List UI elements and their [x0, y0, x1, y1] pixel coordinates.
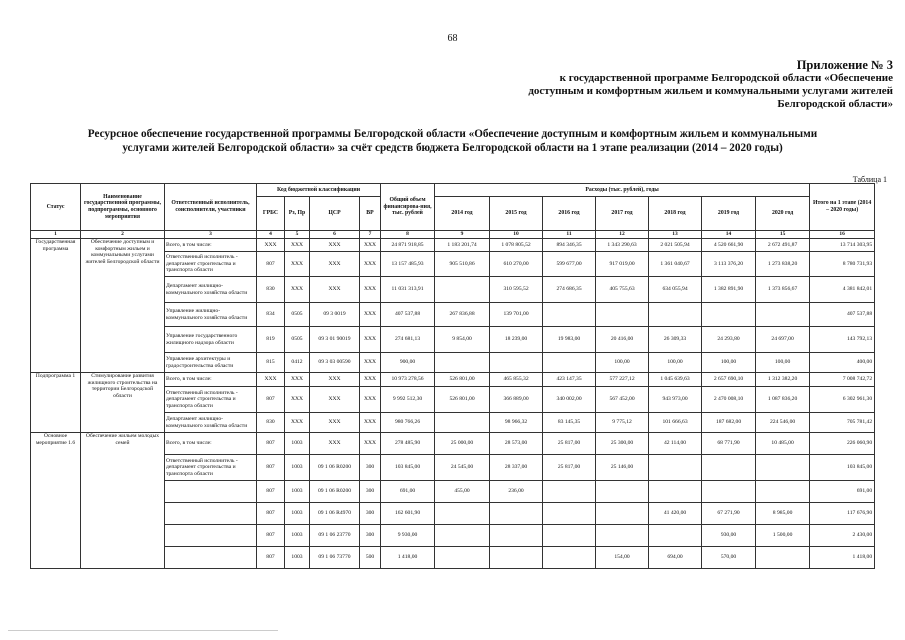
year-value-cell [543, 525, 596, 547]
year-value-cell: 526 801,00 [435, 387, 490, 413]
header-year: 2014 год [435, 197, 490, 231]
grbs-cell: 807 [257, 252, 285, 277]
year-value-cell [649, 455, 702, 481]
stage-total-cell: 143 792,13 [810, 327, 875, 353]
year-value-cell: 917 019,00 [596, 252, 649, 277]
rzpr-cell: XXX [285, 387, 310, 413]
vr-cell: XXX [360, 252, 381, 277]
year-value-cell: 930,00 [702, 525, 756, 547]
year-value-cell: 3 113 376,20 [702, 252, 756, 277]
year-value-cell: 154,00 [596, 547, 649, 569]
csr-cell: 09 1 06 23770 [310, 525, 360, 547]
stage-total-cell: 1 418,00 [810, 547, 875, 569]
executor-cell [165, 525, 257, 547]
year-value-cell: 366 889,00 [490, 387, 543, 413]
year-value-cell: 634 055,94 [649, 277, 702, 303]
year-value-cell: 100,00 [756, 353, 810, 373]
csr-cell: 09 3 03 00590 [310, 353, 360, 373]
vr-cell: XXX [360, 277, 381, 303]
year-value-cell [596, 503, 649, 525]
grbs-cell: 807 [257, 455, 285, 481]
executor-cell: Всего, в том числе: [165, 373, 257, 387]
grbs-cell: XXX [257, 373, 285, 387]
header-year: 2017 год [596, 197, 649, 231]
csr-cell: XXX [310, 373, 360, 387]
executor-cell: Управление архитектуры и градостроительства области [165, 353, 257, 373]
year-value-cell: 1 045 639,63 [649, 373, 702, 387]
resource-table [30, 183, 875, 569]
header-rzpr: Рз, Пр [285, 197, 310, 231]
header-expenses: Расходы (тыс. рублей), годы [435, 184, 810, 197]
year-value-cell: 2 657 690,10 [702, 373, 756, 387]
grbs-cell: 807 [257, 387, 285, 413]
stage-total-cell: 407 537,88 [810, 303, 875, 327]
total-cell: 1 418,00 [381, 547, 435, 569]
year-value-cell: 1 373 856,67 [756, 277, 810, 303]
executor-cell: Управление государственного жилищного надзора области [165, 327, 257, 353]
year-value-cell [543, 547, 596, 569]
rzpr-cell: XXX [285, 277, 310, 303]
rzpr-cell: 1003 [285, 503, 310, 525]
header-vr: ВР [360, 197, 381, 231]
vr-cell: XXX [360, 239, 381, 252]
year-value-cell: 42 114,00 [649, 433, 702, 455]
year-value-cell: 28 573,00 [490, 433, 543, 455]
executor-cell: Департамент жилищно-коммунального хозяйства области [165, 413, 257, 433]
year-value-cell: 9 775,12 [596, 413, 649, 433]
year-value-cell [435, 413, 490, 433]
year-value-cell: 41 420,00 [649, 503, 702, 525]
year-value-cell [702, 303, 756, 327]
year-value-cell: 9 854,00 [435, 327, 490, 353]
header-total: Общий объем финансирова-ния, тыс. рублей [381, 184, 435, 231]
stage-total-cell: 7 008 742,72 [810, 373, 875, 387]
document-title-line: Ресурсное обеспечение государственной программы Белгородской области «Обеспечение доступным и комфортным жильем и коммунальными [87, 128, 818, 140]
header-year: 2019 год [702, 197, 756, 231]
year-value-cell [435, 525, 490, 547]
year-value-cell: 455,00 [435, 481, 490, 503]
stage-total-cell: 103 845,00 [810, 455, 875, 481]
rzpr-cell: XXX [285, 239, 310, 252]
year-value-cell: 25 146,00 [596, 455, 649, 481]
year-value-cell: 599 677,00 [543, 252, 596, 277]
rzpr-cell: 1003 [285, 525, 310, 547]
year-value-cell: 18 239,00 [490, 327, 543, 353]
rzpr-cell: 0505 [285, 303, 310, 327]
header-year: 2020 год [756, 197, 810, 231]
rzpr-cell: 0505 [285, 327, 310, 353]
total-cell: 274 681,13 [381, 327, 435, 353]
csr-cell: XXX [310, 239, 360, 252]
year-value-cell [649, 525, 702, 547]
column-number: 3 [165, 231, 257, 239]
stage-total-cell: 6 302 961,30 [810, 387, 875, 413]
year-value-cell: 83 145,35 [543, 413, 596, 433]
grbs-cell: 807 [257, 547, 285, 569]
year-value-cell [435, 277, 490, 303]
year-value-cell [649, 303, 702, 327]
column-number: 4 [257, 231, 285, 239]
executor-cell: Всего, в том числе: [165, 433, 257, 455]
table-row [31, 239, 875, 252]
header-result: Итого на 1 этапе (2014 – 2020 годы) [810, 184, 875, 231]
year-value-cell: 1 183 201,74 [435, 239, 490, 252]
total-cell: 162 601,90 [381, 503, 435, 525]
column-number: 8 [381, 231, 435, 239]
year-value-cell [756, 481, 810, 503]
year-value-cell: 19 983,00 [543, 327, 596, 353]
rzpr-cell: 1003 [285, 481, 310, 503]
csr-cell: XXX [310, 413, 360, 433]
vr-cell: 300 [360, 503, 381, 525]
grbs-cell: 807 [257, 481, 285, 503]
year-value-cell [702, 481, 756, 503]
year-value-cell: 20 416,00 [596, 327, 649, 353]
year-value-cell [596, 481, 649, 503]
total-cell: 407 537,88 [381, 303, 435, 327]
executor-cell [165, 481, 257, 503]
year-value-cell: 423 147,35 [543, 373, 596, 387]
year-value-cell: 570,00 [702, 547, 756, 569]
total-cell: 691,00 [381, 481, 435, 503]
column-number: 5 [285, 231, 310, 239]
grbs-cell: 807 [257, 525, 285, 547]
stage-total-cell: 13 714 303,95 [810, 239, 875, 252]
year-value-cell [649, 481, 702, 503]
total-cell: 10 973 278,56 [381, 373, 435, 387]
year-value-cell: 67 271,90 [702, 503, 756, 525]
year-value-cell [702, 455, 756, 481]
appendix-title: Приложение № 3 [796, 58, 893, 72]
year-value-cell [756, 455, 810, 481]
year-value-cell: 25 817,00 [543, 455, 596, 481]
page-number: 68 [447, 33, 458, 44]
grbs-cell: 834 [257, 303, 285, 327]
csr-cell: XXX [310, 433, 360, 455]
year-value-cell: 310 595,52 [490, 277, 543, 303]
vr-cell: 300 [360, 455, 381, 481]
year-value-cell [543, 481, 596, 503]
status-cell: Подпрограмма 1 [31, 373, 81, 433]
total-cell: 11 031 313,91 [381, 277, 435, 303]
program-name-cell: Обеспечение доступным и комфортным жильем и коммунальными услугами жителей Белгородской области [81, 239, 165, 373]
year-value-cell: 28 337,00 [490, 455, 543, 481]
year-value-cell: 24 545,00 [435, 455, 490, 481]
csr-cell: 09 1 06 73770 [310, 547, 360, 569]
vr-cell: 300 [360, 481, 381, 503]
appendix-line: Белгородской области» [777, 98, 893, 110]
year-value-cell: 2 470 008,10 [702, 387, 756, 413]
year-value-cell: 2 021 505,94 [649, 239, 702, 252]
year-value-cell: 405 755,63 [596, 277, 649, 303]
year-value-cell [596, 525, 649, 547]
year-value-cell: 465 855,32 [490, 373, 543, 387]
year-value-cell: 26 309,33 [649, 327, 702, 353]
rzpr-cell: XXX [285, 252, 310, 277]
year-value-cell: 25 000,00 [435, 433, 490, 455]
header-name: Наименование государственной программы, подпрограммы, основного мероприятия [81, 184, 165, 231]
grbs-cell: 815 [257, 353, 285, 373]
status-cell: Государственная программа [31, 239, 81, 373]
year-value-cell: 139 701,00 [490, 303, 543, 327]
program-name-cell: Стимулирование развития жилищного строительства на территории Белгородской области [81, 373, 165, 433]
table-caption: Таблица 1 [852, 175, 887, 184]
csr-cell: 09 1 06 R0200 [310, 455, 360, 481]
year-value-cell: 1 361 040,67 [649, 252, 702, 277]
year-value-cell: 577 227,12 [596, 373, 649, 387]
column-number: 15 [756, 231, 810, 239]
year-value-cell: 1 273 838,20 [756, 252, 810, 277]
grbs-cell: 807 [257, 503, 285, 525]
year-value-cell: 100,00 [702, 353, 756, 373]
vr-cell: XXX [360, 327, 381, 353]
grbs-cell: 819 [257, 327, 285, 353]
year-value-cell: 8 985,00 [756, 503, 810, 525]
year-value-cell: 2 672 491,87 [756, 239, 810, 252]
year-value-cell: 25 817,00 [543, 433, 596, 455]
header-year: 2016 год [543, 197, 596, 231]
total-cell: 24 871 918,85 [381, 239, 435, 252]
year-value-cell: 567 452,00 [596, 387, 649, 413]
document-title-line: услугами жителей Белгородской области» за счёт средств бюджета Белгородской области на 1 этапе реализации (2014 – 2020 годы) [122, 142, 783, 154]
grbs-cell: 807 [257, 433, 285, 455]
csr-cell: XXX [310, 277, 360, 303]
year-value-cell: 905 510,86 [435, 252, 490, 277]
year-value-cell [490, 353, 543, 373]
executor-cell: Департамент жилищно-коммунального хозяйства области [165, 277, 257, 303]
total-cell: 980 766,26 [381, 413, 435, 433]
stage-total-cell: 2 430,00 [810, 525, 875, 547]
year-value-cell: 526 801,00 [435, 373, 490, 387]
status-cell: Основное мероприятие 1.6 [31, 433, 81, 569]
year-value-cell [490, 547, 543, 569]
total-cell: 103 845,00 [381, 455, 435, 481]
header-csr: ЦСР [310, 197, 360, 231]
year-value-cell: 1 500,00 [756, 525, 810, 547]
year-value-cell [435, 503, 490, 525]
stage-total-cell: 4 381 842,01 [810, 277, 875, 303]
vr-cell: 300 [360, 525, 381, 547]
column-number: 10 [490, 231, 543, 239]
rzpr-cell: 0412 [285, 353, 310, 373]
rzpr-cell: XXX [285, 413, 310, 433]
column-number: 6 [310, 231, 360, 239]
year-value-cell [435, 547, 490, 569]
executor-cell: Ответственный исполнитель - департамент строительства и транспорта области [165, 455, 257, 481]
executor-cell: Управление жилищно-коммунального хозяйства области [165, 303, 257, 327]
vr-cell: XXX [360, 413, 381, 433]
appendix-line: доступным и комфортным жильем и коммунальными услугами жителей [528, 85, 893, 97]
year-value-cell: 4 520 661,90 [702, 239, 756, 252]
grbs-cell: 830 [257, 277, 285, 303]
column-number: 14 [702, 231, 756, 239]
document-title [20, 127, 885, 155]
vr-cell: XXX [360, 303, 381, 327]
column-number: 13 [649, 231, 702, 239]
year-value-cell: 1 087 836,20 [756, 387, 810, 413]
csr-cell: 09 1 06 R4970 [310, 503, 360, 525]
vr-cell: XXX [360, 373, 381, 387]
grbs-cell: XXX [257, 239, 285, 252]
year-value-cell: 274 686,35 [543, 277, 596, 303]
vr-cell: XXX [360, 353, 381, 373]
year-value-cell: 610 270,00 [490, 252, 543, 277]
year-value-cell: 24 697,00 [756, 327, 810, 353]
executor-cell: Ответственный исполнитель - департамент строительства и транспорта области [165, 252, 257, 277]
csr-cell: 09 3 0019 [310, 303, 360, 327]
year-value-cell [490, 525, 543, 547]
year-value-cell [596, 303, 649, 327]
total-cell: 13 157 485,93 [381, 252, 435, 277]
executor-cell [165, 547, 257, 569]
header-budget-code: Код бюджетной классификации [257, 184, 381, 197]
year-value-cell: 100,00 [649, 353, 702, 373]
stage-total-cell: 691,00 [810, 481, 875, 503]
year-value-cell: 1 078 805,52 [490, 239, 543, 252]
csr-cell: XXX [310, 252, 360, 277]
year-value-cell [490, 503, 543, 525]
total-cell: 278 485,90 [381, 433, 435, 455]
vr-cell: XXX [360, 433, 381, 455]
header-grbs: ГРБС [257, 197, 285, 231]
rzpr-cell: XXX [285, 373, 310, 387]
year-value-cell: 24 293,80 [702, 327, 756, 353]
year-value-cell: 98 966,32 [490, 413, 543, 433]
executor-cell: Всего, в том числе: [165, 239, 257, 252]
executor-cell [165, 503, 257, 525]
csr-cell: 09 1 06 R0200 [310, 481, 360, 503]
csr-cell: XXX [310, 387, 360, 413]
csr-cell: 09 3 01 90019 [310, 327, 360, 353]
year-value-cell: 187 682,00 [702, 413, 756, 433]
year-value-cell: 68 771,90 [702, 433, 756, 455]
column-number: 9 [435, 231, 490, 239]
rzpr-cell: 1003 [285, 547, 310, 569]
header-year: 2018 год [649, 197, 702, 231]
total-cell: 900,00 [381, 353, 435, 373]
appendix-line: к государственной программе Белгородской области «Обеспечение [559, 72, 893, 84]
year-value-cell [543, 353, 596, 373]
column-number: 7 [360, 231, 381, 239]
rzpr-cell: 1003 [285, 455, 310, 481]
footer-divider [8, 630, 278, 631]
table-row [31, 433, 875, 455]
year-value-cell: 25 300,00 [596, 433, 649, 455]
year-value-cell: 340 002,00 [543, 387, 596, 413]
column-number: 2 [81, 231, 165, 239]
year-value-cell [756, 303, 810, 327]
stage-total-cell: 8 780 731,93 [810, 252, 875, 277]
year-value-cell: 224 546,00 [756, 413, 810, 433]
year-value-cell: 943 973,00 [649, 387, 702, 413]
total-cell: 9 992 512,30 [381, 387, 435, 413]
year-value-cell: 101 666,63 [649, 413, 702, 433]
vr-cell: XXX [360, 387, 381, 413]
year-value-cell [543, 303, 596, 327]
year-value-cell [756, 547, 810, 569]
rzpr-cell: 1003 [285, 433, 310, 455]
stage-total-cell: 117 676,90 [810, 503, 875, 525]
year-value-cell: 1 343 290,63 [596, 239, 649, 252]
year-value-cell: 1 382 891,90 [702, 277, 756, 303]
executor-cell: Ответственный исполнитель - департамент строительства и транспорта области [165, 387, 257, 413]
column-number: 12 [596, 231, 649, 239]
year-value-cell: 694,00 [649, 547, 702, 569]
stage-total-cell: 400,00 [810, 353, 875, 373]
column-number: 11 [543, 231, 596, 239]
appendix-header [413, 59, 893, 111]
year-value-cell: 267 836,88 [435, 303, 490, 327]
year-value-cell: 10 485,00 [756, 433, 810, 455]
header-status: Статус [31, 184, 81, 231]
header-executor: Ответственный исполнитель, соисполнители, участники [165, 184, 257, 231]
year-value-cell: 100,00 [596, 353, 649, 373]
column-number: 16 [810, 231, 875, 239]
year-value-cell: 1 312 382,20 [756, 373, 810, 387]
stage-total-cell: 226 060,90 [810, 433, 875, 455]
column-number: 1 [31, 231, 81, 239]
vr-cell: 500 [360, 547, 381, 569]
year-value-cell [435, 353, 490, 373]
table-row [31, 373, 875, 387]
grbs-cell: 830 [257, 413, 285, 433]
total-cell: 9 930,00 [381, 525, 435, 547]
stage-total-cell: 705 781,42 [810, 413, 875, 433]
year-value-cell: 236,00 [490, 481, 543, 503]
program-name-cell: Обеспечение жильем молодых семей [81, 433, 165, 569]
column-number-row [31, 231, 875, 239]
year-value-cell [543, 503, 596, 525]
year-value-cell: 894 346,35 [543, 239, 596, 252]
header-year: 2015 год [490, 197, 543, 231]
